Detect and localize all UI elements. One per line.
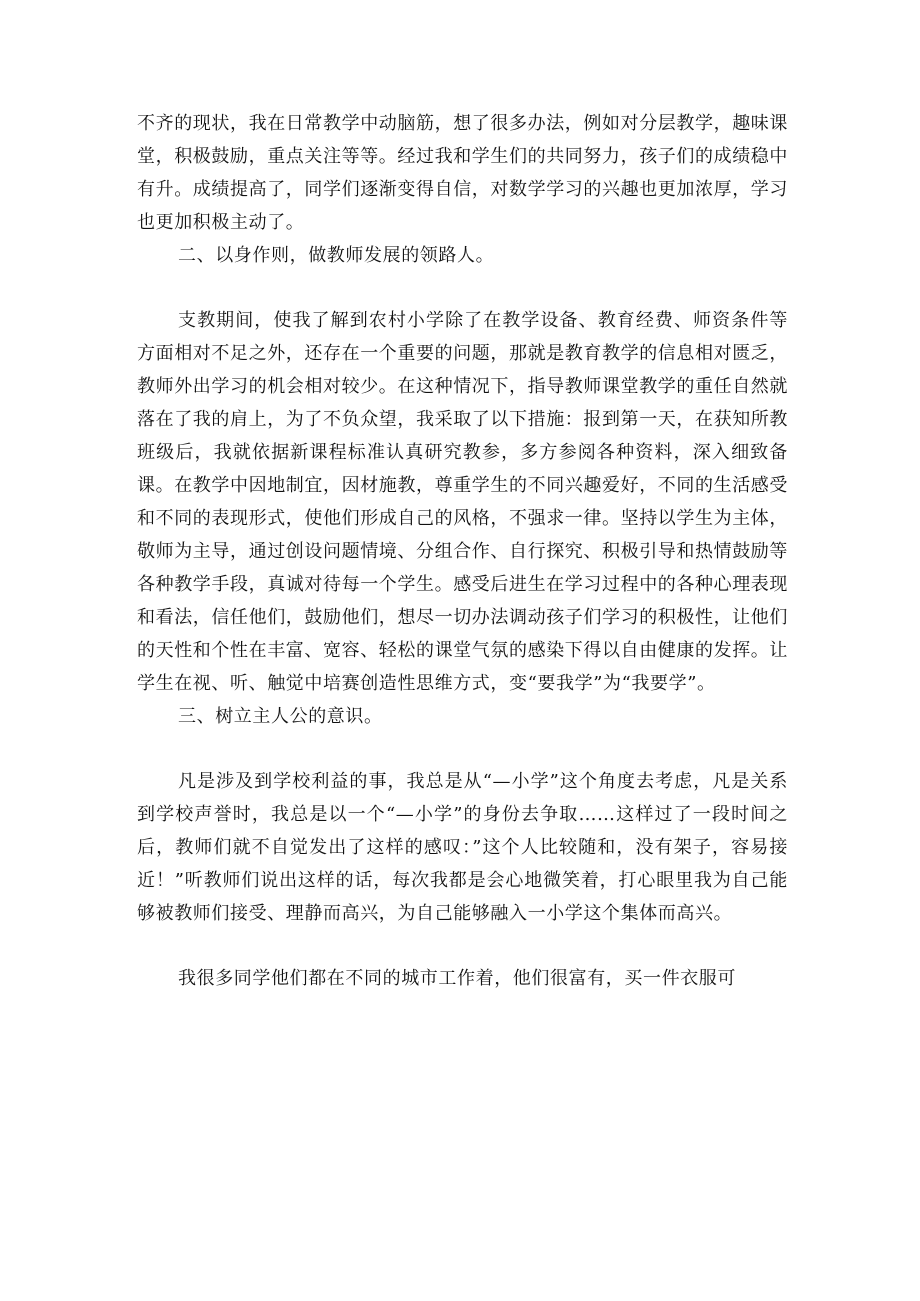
paragraph-ongoing-teaching: 不齐的现状，我在日常教学中动脑筋，想了很多办法，例如对分层教学，趣味课堂，积极鼓励，重点关注等等。经过我和学生们的共同努力，孩子们的成绩稳中有升。成绩提高了，同学们逐渐变得自信，对数学学习的兴趣也更加浓厚，学习也更加积极主动了。 bbox=[137, 113, 788, 233]
paragraph-classmates: 我很多同学他们都在不同的城市工作着，他们很富有，买一件衣服可 bbox=[178, 968, 736, 989]
section-heading-three: 三、树立主人公的意识。 bbox=[178, 706, 383, 727]
section-heading-two: 二、以身作则，做教师发展的领路人。 bbox=[178, 245, 495, 266]
paragraph-owner-awareness: 凡是涉及到学校利益的事，我总是从“—小学”这个角度去考虑，凡是关系到学校声誉时，我总是以一个“—小学”的身份去争取……这样过了一段时间之后，教师们就不自觉发出了这样的感叹：”这个人比较随和，没有架子，容易接近！”听教师们说出这样的话，每次我都是会心地微笑着，打心眼里我为自己能够被教师们接受、理静而高兴，为自己能够融入一小学这个集体而高兴。 bbox=[137, 771, 788, 924]
paragraph-support-teaching: 支教期间，使我了解到农村小学除了在教学设备、教育经费、师资条件等方面相对不足之外，还存在一个重要的问题，那就是教育教学的信息相对匮乏，教师外出学习的机会相对较少。在这种情况下，指导教师课堂教学的重任自然就落在了我的肩上，为了不负众望，我采取了以下措施：报到第一天，在获知所教班级后，我就依据新课程标准认真研究教参，多方参阅各种资料，深入细致备课。在教学中因地制宜，因材施教，尊重学生的不同兴趣爱好，不同的生活感受和不同的表现形式，使他们形成自己的风格，不强求一律。坚持以学生为主体，敬师为主导，通过创设问题情境、分组合作、自行探究、积极引导和热情鼓励等各种教学手段，真诚对待每一个学生。感受后进生在学习过程中的各种心理表现和看法，信任他们，鼓励他们，想尽一切办法调动孩子们学习的积极性，让他们的天性和个性在丰富、宽容、轻松的课堂气氛的感染下得以自由健康的发挥。让学生在视、听、触觉中培赛创造性思维方式，变“要我学”为“我要学”。 bbox=[137, 310, 788, 694]
document-body bbox=[137, 107, 788, 995]
